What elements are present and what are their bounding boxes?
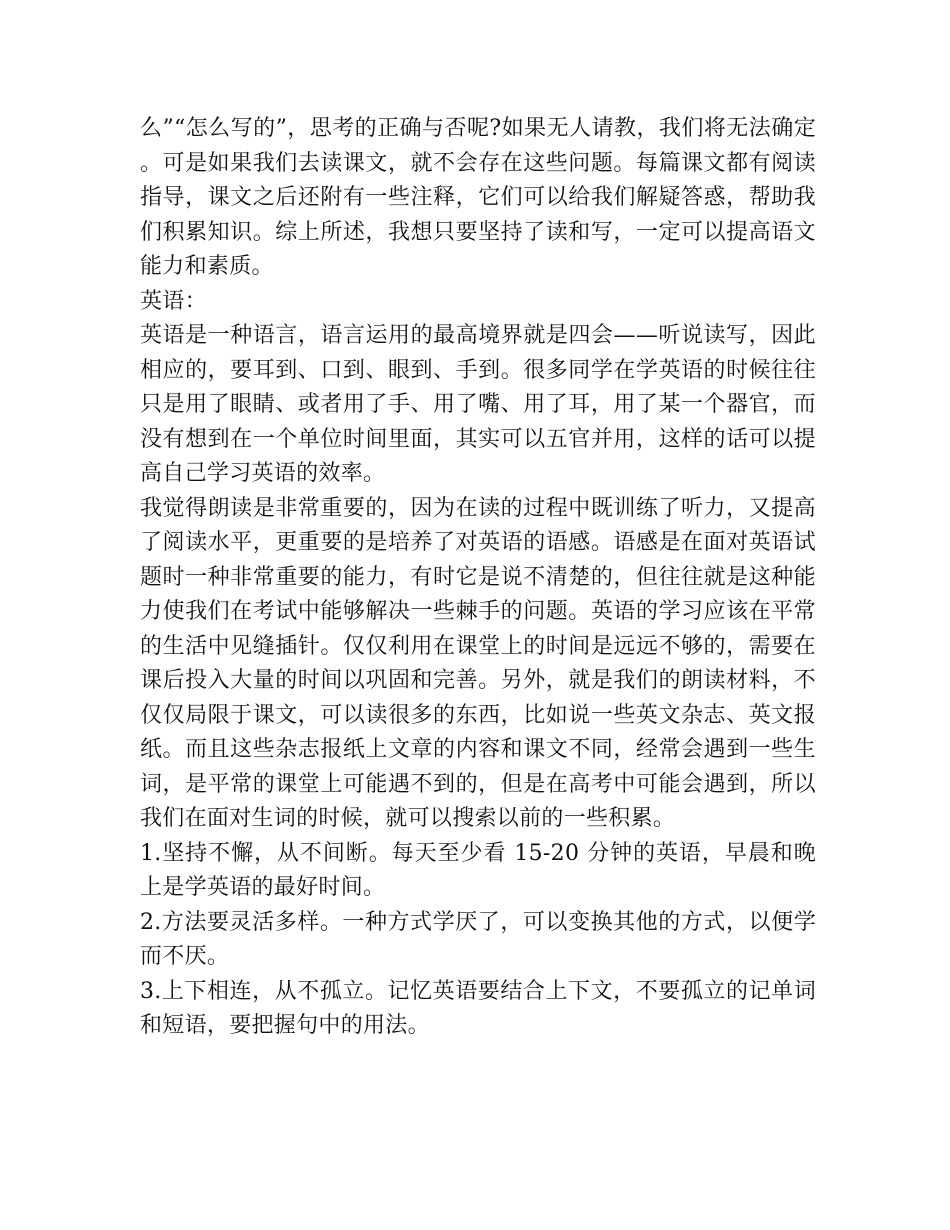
document-page [140, 112, 816, 1044]
list-item-1: 1.坚持不懈，从不间断。每天至少看 15-20 分钟的英语，早晨和晚上是学英语的最好时间。 [140, 840, 816, 900]
list-item-3: 3.上下相连，从不孤立。记忆英语要结合上下文，不要孤立的记单词和短语，要把握句中的用法。 [140, 978, 816, 1038]
section-heading-english: 英语： [140, 288, 207, 314]
paragraph-reading-aloud: 我觉得朗读是非常重要的，因为在读的过程中既训练了听力，又提高了阅读水平，更重要的是培养了对英语的语感。语感是在面对英语试题时一种非常重要的能力，有时它是说不清楚的，但往往就是这种能力使我们在考试中能够解决一些棘手的问题。英语的学习应该在平常的生活中见缝插针。仅仅利用在课堂上的时间是远远不够的，需要在课后投入大量的时间以巩固和完善。另外，就是我们的朗读材料，不仅仅局限于课文，可以读很多的东西，比如说一些英文杂志、英文报纸。而且这些杂志报纸上文章的内容和课文不同，经常会遇到一些生词，是平常的课堂上可能遇不到的，但是在高考中可能会遇到，所以我们在面对生词的时候，就可以搜索以前的一些积累。 [140, 495, 816, 831]
paragraph-english-intro: 英语是一种语言，语言运用的最高境界就是四会——听说读写，因此相应的，要耳到、口到、眼到、手到。很多同学在学英语的时候往往只是用了眼睛、或者用了手、用了嘴、用了耳，用了某一个器官，而没有想到在一个单位时间里面，其实可以五官并用，这样的话可以提高自己学习英语的效率。 [140, 323, 816, 486]
list-item-2: 2.方法要灵活多样。一种方式学厌了，可以变换其他的方式，以便学而不厌。 [140, 909, 816, 969]
paragraph-chinese-conclusion: 么”“怎么写的”，思考的正确与否呢?如果无人请教，我们将无法确定。可是如果我们去读课文，就不会存在这些问题。每篇课文都有阅读指导，课文之后还附有一些注释，它们可以给我们解疑答惑，帮助我们积累知识。综上所述，我想只要坚持了读和写，一定可以提高语文能力和素质。 [140, 116, 816, 279]
